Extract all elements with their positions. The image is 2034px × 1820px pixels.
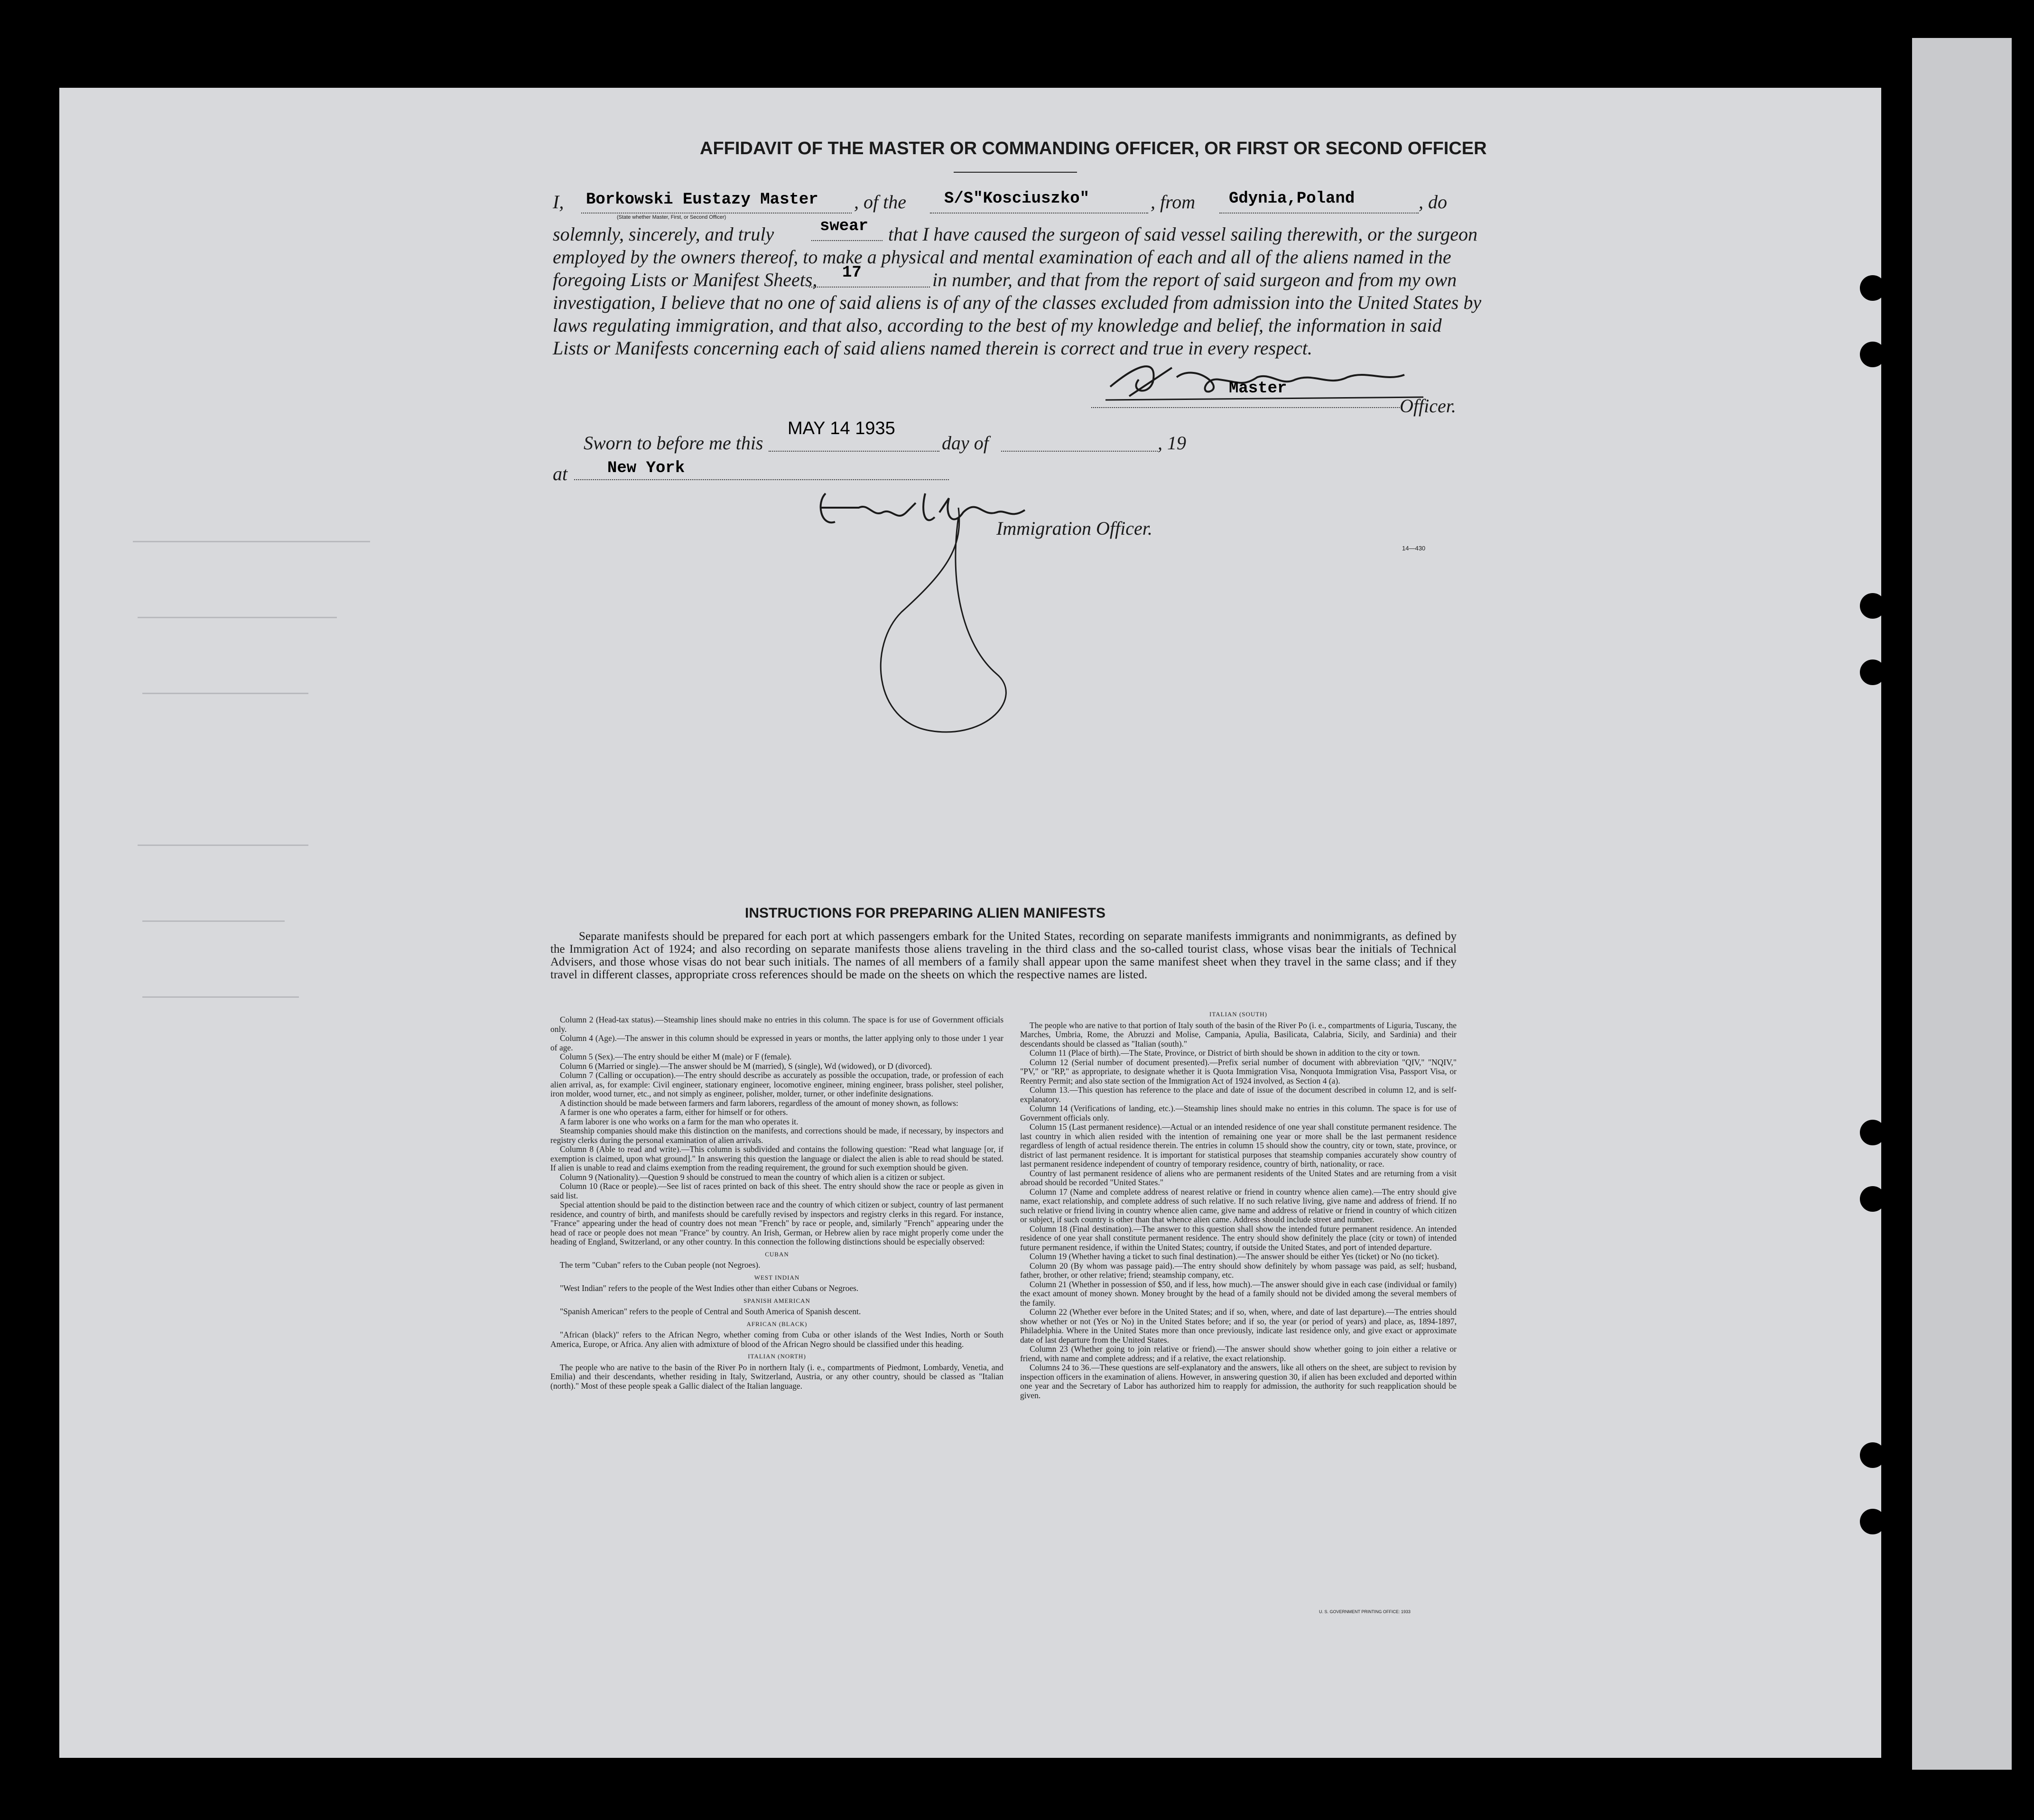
affidavit-line2-pre: solemnly, sincerely, and truly bbox=[553, 223, 774, 245]
fill-line bbox=[930, 213, 1148, 214]
instruction-paragraph: Column 14 (Verifications of landing, etc.).—Steamship lines should make no entries in this column. The space is for use of Government officials only. bbox=[1020, 1104, 1457, 1123]
from-label: , from bbox=[1151, 191, 1196, 213]
instruction-paragraph: Column 10 (Race or people).—See list of races printed on back of this sheet. The entry should show the race or people as given in said list. bbox=[550, 1181, 1003, 1200]
affidavit-title: AFFIDAVIT OF THE MASTER OR COMMANDING OFFICER, OR FIRST OR SECOND OFFICER bbox=[700, 139, 1487, 158]
affidavit-line4-pre: foregoing Lists or Manifest Sheets, bbox=[553, 269, 817, 290]
year-label: , 19 bbox=[1158, 432, 1186, 454]
punch-hole bbox=[1860, 1509, 1885, 1534]
punch-hole bbox=[1860, 275, 1885, 301]
form-number: 14—430 bbox=[1402, 545, 1426, 552]
fill-line bbox=[811, 240, 882, 241]
departure-port: Gdynia,Poland bbox=[1229, 190, 1355, 208]
instruction-paragraph: Column 6 (Married or single).—The answer should be M (married), S (single), Wd (widowed), or D (divorced). bbox=[560, 1061, 932, 1071]
instruction-paragraph: Column 11 (Place of birth).—The State, Province, or District of birth should be shown in addition to the city or town. bbox=[1030, 1048, 1420, 1058]
instructions-title: INSTRUCTIONS FOR PREPARING ALIEN MANIFESTS bbox=[745, 905, 1106, 921]
title-rule bbox=[954, 172, 1077, 173]
affidavit-line2-post: that I have caused the surgeon of said vessel sailing therewith, or the surgeon bbox=[888, 223, 1478, 245]
punch-hole bbox=[1860, 1186, 1885, 1212]
bleed-through-mark bbox=[142, 693, 308, 694]
fill-line bbox=[1219, 213, 1419, 214]
master-name: Borkowski Eustazy Master bbox=[586, 191, 818, 209]
fill-line bbox=[1001, 451, 1158, 452]
instruction-paragraph: Column 5 (Sex).—The entry should be either M (male) or F (female). bbox=[560, 1052, 792, 1061]
day-of-label: day of bbox=[942, 432, 989, 454]
instruction-paragraph: A distinction should be made between farmers and farm laborers, regardless of the amount of money shown, as follows: bbox=[560, 1098, 958, 1108]
bleed-through-mark bbox=[142, 920, 285, 922]
instructions-intro: Separate manifests should be prepared for each port at which passengers embark for the United States, recording on separate manifests immigrants and nonimmigrants, as defined by the Immigration Act of 1924; and also recording on separate manifests those aliens traveling in the third class and the so-called tourist class, whose visas bear the initials of Technical Advisers, and those whose visas do not bear such initials. The names of all members of a family shall appear upon the same manifest sheet when they travel in the same class; and if they travel in different classes, appropriate cross references should be made on the sheets on which the respective names are listed. bbox=[550, 930, 1457, 981]
instruction-paragraph: Column 17 (Name and complete address of nearest relative or friend in country whence alien came).—The entry should give name, exact relationship, and complete address of such relative. If no such relative living, give name and address of friend. If no such relative or friend living in country whence alien came, give name and address of relative or friend in country of which citizen or subject, if such country is other than that whence alien came. Address should include street and number. bbox=[1020, 1187, 1457, 1224]
oath-word: swear bbox=[820, 217, 869, 235]
fill-line bbox=[769, 451, 939, 452]
instruction-paragraph: Column 9 (Nationality).—Question 9 should be construed to mean the country of which alien is a citizen or subject. bbox=[560, 1172, 945, 1182]
fill-line bbox=[1091, 407, 1400, 408]
instruction-paragraph: Column 20 (By whom was passage paid).—The entry should show definitely by whom passage was paid, as self; husband, father, brother, or other relative; friend; steamship company, etc. bbox=[1020, 1261, 1457, 1280]
instruction-paragraph: The people who are native to that portion of Italy south of the basin of the River Po (i. e., compartments of Liguria, Tuscany, the Marches, Umbria, Rome, the Abruzzi and Molise, Campania, Apulia, Basilicata, Calabria, Sicily, and Sardinia) and their descendants should be classed as "Italian (south)." bbox=[1020, 1020, 1457, 1049]
rank-note: (State whether Master, First, or Second Officer) bbox=[617, 214, 726, 220]
instruction-paragraph: Columns 24 to 36.—These questions are self-explanatory and the answers, like all others on the sheet, are subject to revision by inspection officers in the examination of aliens. However, in answering question 30, if alien has been excluded and deported within one year and the Secretary of Labor has authorized him to reapply for admission, the authority for such reapplication should be given. bbox=[1020, 1363, 1457, 1400]
section-heading: ITALIAN (SOUTH) bbox=[1209, 1011, 1267, 1018]
instruction-paragraph: Column 15 (Last permanent residence).—Actual or an intended residence of one year shall constitute permanent residence. The last country in which alien resided with the intention of remaining one year or more shall be the last permanent residence regardless of length of actual residence therein. The entries in column 15 should show the country, city or town, state, province, or district of last permanent residence. It is important for statistical purposes that steamship companies accurately show country of last permanent residence independent of country of temporary residence, country of birth, nationality, or race. bbox=[1020, 1122, 1457, 1169]
section-text: The term "Cuban" refers to the Cuban people (not Negroes). bbox=[560, 1260, 761, 1270]
section-heading: CUBAN bbox=[765, 1250, 789, 1258]
punch-hole bbox=[1860, 593, 1885, 619]
fill-line bbox=[809, 287, 930, 288]
section-heading: WEST INDIAN bbox=[754, 1273, 800, 1281]
section-heading: ITALIAN (NORTH) bbox=[748, 1353, 806, 1360]
punch-hole bbox=[1860, 1442, 1885, 1468]
instruction-paragraph: Column 8 (Able to read and write).—This column is subdivided and contains the following question: "Read what language [or, if exemption is claimed, upon what ground]." In answering this question the language or dialect the alien is able to read should be stated. If alien is unable to read and claims exemption from the reading requirement, the ground for such exemption should be given. bbox=[550, 1144, 1003, 1172]
bleed-through-mark bbox=[133, 541, 370, 542]
bleed-through-mark bbox=[138, 845, 308, 846]
affidavit-line7: Lists or Manifests concerning each of said aliens named therein is correct and true in every respect. bbox=[553, 337, 1312, 359]
immigration-officer-label: Immigration Officer. bbox=[996, 518, 1152, 539]
instruction-paragraph: Column 13.—This question has reference to the place and date of issue of the document described in column 12, and is self-explanatory. bbox=[1020, 1085, 1457, 1104]
section-text: "Spanish American" refers to the people of Central and South America of Spanish descent. bbox=[560, 1307, 861, 1316]
of-the-label: , of the bbox=[854, 191, 906, 213]
manifest-count: 17 bbox=[842, 264, 862, 282]
instruction-paragraph: A farmer is one who operates a farm, either for himself or for others. bbox=[560, 1107, 788, 1117]
section-text: "West Indian" refers to the people of the West Indies other than either Cubans or Negroes. bbox=[560, 1283, 859, 1293]
section-heading: AFRICAN (BLACK) bbox=[746, 1320, 808, 1328]
punch-hole bbox=[1860, 342, 1885, 367]
date-stamp: MAY 14 1935 bbox=[788, 418, 895, 438]
do-label: , do bbox=[1419, 191, 1447, 213]
printer-note: U. S. GOVERNMENT PRINTING OFFICE: 1933 bbox=[1319, 1609, 1411, 1614]
instruction-paragraph: Column 18 (Final destination).—The answer to this question shall show the intended future permanent residence. An intended residence of one year shall constitute permanent residence. The entry should show definitely the place (city or town) of intended future permanent residence, if within the United States; country, if outside the United States, and port of intended departure. bbox=[1020, 1224, 1457, 1252]
at-label: at bbox=[553, 463, 568, 484]
instruction-paragraph: Column 4 (Age).—The answer in this column should be expressed in years or months, the latter applying only to those under 1 year of age. bbox=[550, 1033, 1003, 1052]
instructions-right-column bbox=[1020, 1007, 1457, 1400]
signature-title: Master bbox=[1229, 380, 1287, 398]
bleed-through-mark bbox=[138, 617, 337, 618]
affidavit-line3: employed by the owners thereof, to make a physical and mental examination of each and all of the aliens named in the bbox=[553, 246, 1451, 268]
officer-label: Officer. bbox=[1400, 395, 1456, 417]
vessel-name: S/S"Kosciuszko" bbox=[944, 190, 1090, 208]
sworn-pre: Sworn to before me this bbox=[584, 432, 763, 454]
affidavit-i: I, bbox=[553, 191, 564, 213]
bleed-through-mark bbox=[142, 996, 299, 998]
instruction-paragraph: Country of last permanent residence of aliens who are permanent residents of the United States and are returning from a visit abroad should be recorded "United States." bbox=[1020, 1168, 1457, 1187]
instruction-paragraph: Column 7 (Calling or occupation).—The entry should describe as accurately as possible the occupation, trade, or profession of each alien arrival, as, for example: Civil engineer, stationary engineer, locomotive engineer, mining engineer, brass polisher, steel polisher, iron molder, wood turner, etc., and not simply as engineer, polisher, molder, turner, or other indefinite designations. bbox=[550, 1070, 1003, 1098]
affidavit-line4-post: in number, and that from the report of said surgeon and from my own bbox=[932, 269, 1457, 290]
instruction-paragraph: Column 23 (Whether going to join relative or friend).—The answer should show whether going to join either a relative or friend, with name and complete address; and if a relative, the exact relationship. bbox=[1020, 1344, 1457, 1363]
instruction-paragraph: Column 2 (Head-tax status).—Steamship lines should make no entries in this column. The space is for use of Government officials only. bbox=[550, 1015, 1003, 1034]
punch-hole bbox=[1860, 1120, 1885, 1145]
section-text: "African (black)" refers to the African Negro, whether coming from Cuba or other islands of the West Indies, North or South America, Europe, or Africa. Any alien with admixture of blood of the African Negro should be classified under this heading. bbox=[550, 1330, 1003, 1349]
instruction-paragraph: Column 22 (Whether ever before in the United States; and if so, when, where, and date of last departure).—The entries should show whether or not (Yes or No) in the United States before; and if so, the year (or period of years) and place, as, 1894-1897, Philadelphia. Where in the United States more than once previously, indicate last residence only, and give exact or approximate date of last departure from the United States. bbox=[1020, 1307, 1457, 1345]
adjacent-page-edge bbox=[1912, 38, 2012, 1770]
fill-line bbox=[581, 213, 852, 214]
instruction-paragraph: Special attention should be paid to the distinction between race and the country of which citizen or subject, country of last permanent residence, and country of birth, and manifests should be carefully revised by inspectors and registry clerks in this regard. For instance, "France" appearing under the head of country does not mean "French" by race or people, and, similarly "French" appearing under the head of race or people does not mean "France" by country. An Irish, German, or Hebrew alien by race might properly come under the heading of England, Switzerland, or any other country. In this connection the following distinctions should be especially observed: bbox=[550, 1200, 1003, 1246]
instruction-paragraph: A farm laborer is one who works on a farm for the man who operates it. bbox=[560, 1116, 799, 1126]
instruction-paragraph: Column 12 (Serial number of document presented).—Prefix serial number of document with abbreviation "QIV," "NQIV," "PV," or "RP," as appropriate, to designate whether it is Quota Immigration Visa, Nonquota Immigration Visa, Passport Visa, or Reentry Permit; and also state section of the Immigration Act of 1924 involved, as Section 4 (a). bbox=[1020, 1057, 1457, 1086]
affidavit-line5: investigation, I believe that no one of said aliens is of any of the classes excluded from admission into the United States by bbox=[553, 292, 1482, 313]
section-text: The people who are native to the basin of the River Po in northern Italy (i. e., compartments of Piedmont, Lombardy, Venetia, and Emilia) and their descendants, whether residing in Italy, Switzerland, Austria, or any other country, should be classed as "Italian (north)." Most of these people speak a Gallic dialect of the Italian language. bbox=[550, 1362, 1003, 1391]
section-heading: SPANISH AMERICAN bbox=[743, 1297, 810, 1304]
instruction-paragraph: Column 19 (Whether having a ticket to such final destination).—The answer should be either Yes (ticket) or No (no ticket). bbox=[1030, 1252, 1440, 1261]
instruction-paragraph: Steamship companies should make this distinction on the manifests, and corrections should be made, if necessary, by inspectors and registry clerks during the personal examination of alien arrivals. bbox=[550, 1126, 1003, 1145]
instruction-paragraph: Column 21 (Whether in possession of $50, and if less, how much).—The answer should give in each case (individual or family) the exact amount of money shown. Money brought by the head of a family should not be divided among the several members of the family. bbox=[1020, 1279, 1457, 1308]
place-sworn: New York bbox=[607, 459, 685, 477]
punch-hole bbox=[1860, 659, 1885, 685]
affidavit-line6: laws regulating immigration, and that also, according to the best of my knowledge and belief, the information in said bbox=[553, 315, 1442, 336]
instructions-left-column bbox=[550, 1015, 1003, 1391]
